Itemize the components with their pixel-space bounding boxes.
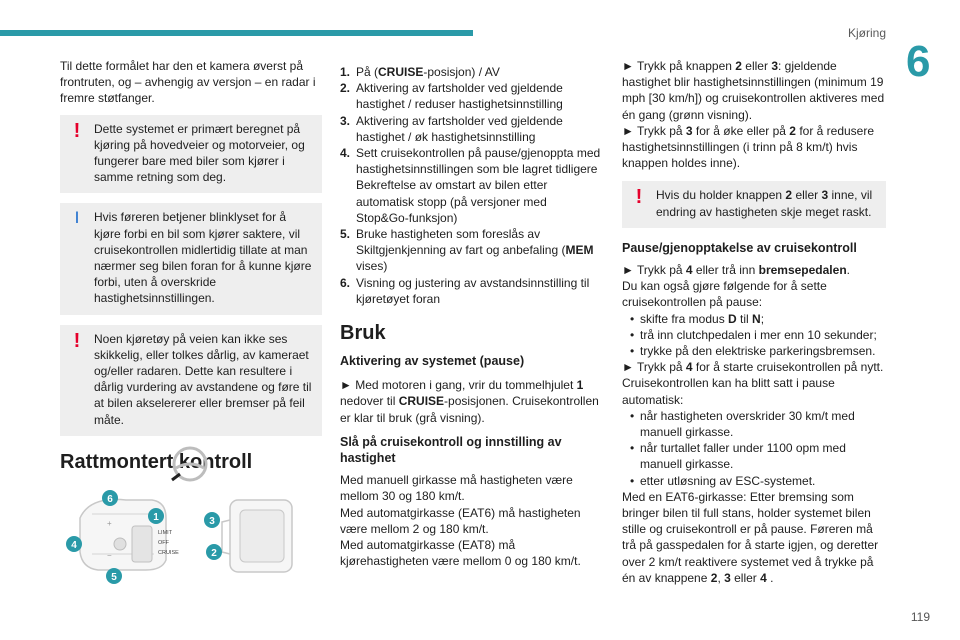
speed-set-text: ► Trykk på knappen 2 eller 3: gjeldende hastighet blir hastighetsinnstillingen (minimum 19 mph [30 km/h]) og cruisekontrollen aktiveres med én gang (grønn visning). ► Trykk på 3 for å øke eller på 2 for å redusere hastighetsinnstillingen (i trinn på 8 km/t) hvis knappen holdes inne). [622, 59, 885, 171]
speed-buttons-drawing [222, 500, 292, 572]
steering-wheel-icon [172, 448, 206, 480]
warning-box [60, 325, 322, 436]
lever-label-off: OFF [158, 540, 169, 546]
svg-text:3: 3 [209, 516, 215, 527]
legend-text: Bruke hastigheten som foreslås av Skiltgjenkjenning av fart og anbefaling (MEM vises) [356, 227, 594, 274]
callout-6 [102, 490, 118, 506]
legend-text: Aktivering av fartsholder ved gjeldende hastighet / reduser hastighetsinnstilling [356, 81, 563, 112]
list-item: • etter utløsning av ESC-systemet. [622, 473, 886, 489]
speed-eat6: Med automatgirkasse (EAT6) må hastigheten være mellom 2 og 180 km/t. [340, 505, 581, 536]
info-box [60, 203, 322, 314]
speed-requirements [340, 472, 602, 569]
legend-text: Aktivering av fartsholder ved gjeldende hastighet / øk hastighetsinnstilling [356, 113, 563, 144]
middle-column [340, 64, 602, 569]
svg-text:−: − [107, 551, 112, 560]
subheading-activation: Aktivering av systemet (pause) [340, 354, 525, 369]
eat6-text: Med en EAT6-girkasse: Etter bremsing som bringer bilen til full stans, holder systemet bilen stille og cruisekontroll er på pause. Føreren må trå på gasspedalen for å starte igjen, og deretter over 2 km/t reaktivere systemet ved å trykke på én av knappene 2, 3 eller 4 . [622, 489, 879, 585]
legend-item-6 [340, 275, 602, 307]
list-item: • når hastigheten overskrider 30 km/t med manuell girkasse. [622, 408, 886, 440]
warning-icon: ! [73, 329, 81, 352]
cruise-lever-drawing [80, 499, 179, 570]
legend-number: 1. [340, 65, 351, 79]
lever-label-limit: LIMIT [158, 530, 173, 536]
steering-control-illustration [62, 440, 322, 590]
auto-pause-conditions-list [622, 408, 886, 489]
svg-text:6: 6 [107, 494, 113, 505]
lever-label-cruise: CRUISE [158, 550, 179, 556]
list-item: • når turtallet faller under 1100 opm med manuell girkasse. [622, 440, 886, 472]
page-number: 119 [910, 610, 930, 624]
list-item: • trå inn clutchpedalen i mer enn 10 sekunder; [622, 327, 886, 343]
callout-4 [66, 536, 82, 552]
resume-text: ► Trykk på 4 for å starte cruisekontrollen på nytt. Cruisekontrollen kan ha blitt satt i pause automatisk: [622, 360, 884, 407]
legend-text: Visning og justering av avstandsinnstilling til kjøretøyet foran [356, 275, 590, 306]
warning-text: Hvis du holder knappen 2 eller 3 inne, vil endring av hastigheten skje meget raskt. [656, 188, 873, 219]
legend-text: Sett cruisekontrollen på pause/gjenoppta med hastighetsinnstillingen som ble lagret tidligere Bekreftelse av omstart av bilen etter automatisk stopp (på versjoner med Stop&Go-funksjon) [356, 146, 601, 225]
speed-manual: Med manuell girkasse må hastigheten være mellom 30 og 180 km/t. [340, 473, 573, 504]
section-heading-steering-controls: Rattmontert kontroll [60, 450, 253, 473]
callout-3 [204, 512, 220, 528]
legend-item-3 [340, 113, 602, 145]
warning-text: Noen kjøretøy på veien kan ikke ses skikkelig, eller tolkes dårlig, av kameraet og/eller radaren. Dette kan resultere i dårlig vurdering av avstandene og føre til at bilen akselererer eller bremser på feil måte. [94, 331, 312, 427]
list-item: • skifte fra modus D til N; [622, 311, 886, 327]
svg-text:+: + [107, 519, 112, 528]
warning-icon: ! [73, 119, 81, 142]
left-column [60, 58, 322, 474]
legend-item-4 [340, 145, 602, 226]
warning-text: Dette systemet er primært beregnet på kjøring på hovedveier og motorveier, og fungerer bare med biler som kjører i samme retning som deg. [94, 121, 305, 185]
legend-number: 2. [340, 81, 351, 96]
svg-text:5: 5 [111, 572, 117, 583]
subheading-turn-on: Slå på cruisekontroll og innstilling av hastighet [340, 434, 562, 466]
legend-number: 5. [340, 227, 351, 242]
intro-text: Til dette formålet har den et kamera øverst på frontruten, og – avhengig av versjon – en radar i fremre støtfanger. [60, 59, 316, 106]
svg-text:4: 4 [71, 540, 77, 551]
control-legend-list [340, 64, 602, 307]
legend-number: 4. [340, 146, 351, 161]
speed-eat8: Med automatgirkasse (EAT8) må kjørehastigheten være mellom 0 og 180 km/t. [340, 538, 581, 569]
pause-conditions-list [622, 311, 886, 360]
section-heading-usage: Bruk [340, 322, 386, 345]
warning-box [622, 181, 886, 227]
chapter-number: 6 [906, 37, 931, 86]
warning-box [60, 115, 322, 194]
pause-text: ► Trykk på 4 eller trå inn bremsepedalen. Du kan også gjøre følgende for å sette cruisekontrollen på pause: [622, 263, 850, 310]
activation-text: ► Med motoren i gang, vrir du tommelhjulet 1 nedover til CRUISE-posisjonen. Cruisekontrollen er klar til bruk (grå visning). [340, 378, 599, 425]
right-column [622, 58, 886, 586]
legend-number: 6. [340, 275, 351, 290]
callout-1 [148, 508, 164, 524]
list-item: • trykke på den elektriske parkeringsbremsen. [622, 343, 886, 359]
callout-5 [106, 568, 122, 584]
legend-text: På (CRUISE-posisjon) / AV [356, 65, 500, 79]
callout-2 [206, 544, 222, 560]
info-text: Hvis føreren betjener blinklyset for å kjøre forbi en bil som kjører saktere, vil cruisekontrollen midlertidig tillate at man nærmer seg bilen foran for å kunne kjøre forbi, uten å overskride hastighetsinnstillingen. [94, 210, 312, 306]
legend-item-5 [340, 226, 602, 275]
svg-text:2: 2 [211, 548, 217, 559]
legend-item-2 [340, 80, 602, 112]
legend-item-1 [340, 64, 602, 80]
warning-icon: ! [635, 186, 643, 209]
section-title: Kjøring [847, 26, 886, 40]
subheading-pause-resume: Pause/gjenopptakelse av cruisekontroll [622, 240, 857, 255]
header-accent-bar [0, 30, 473, 36]
svg-text:1: 1 [153, 512, 159, 523]
legend-number: 3. [340, 113, 351, 128]
info-icon: ǀ [74, 210, 80, 228]
